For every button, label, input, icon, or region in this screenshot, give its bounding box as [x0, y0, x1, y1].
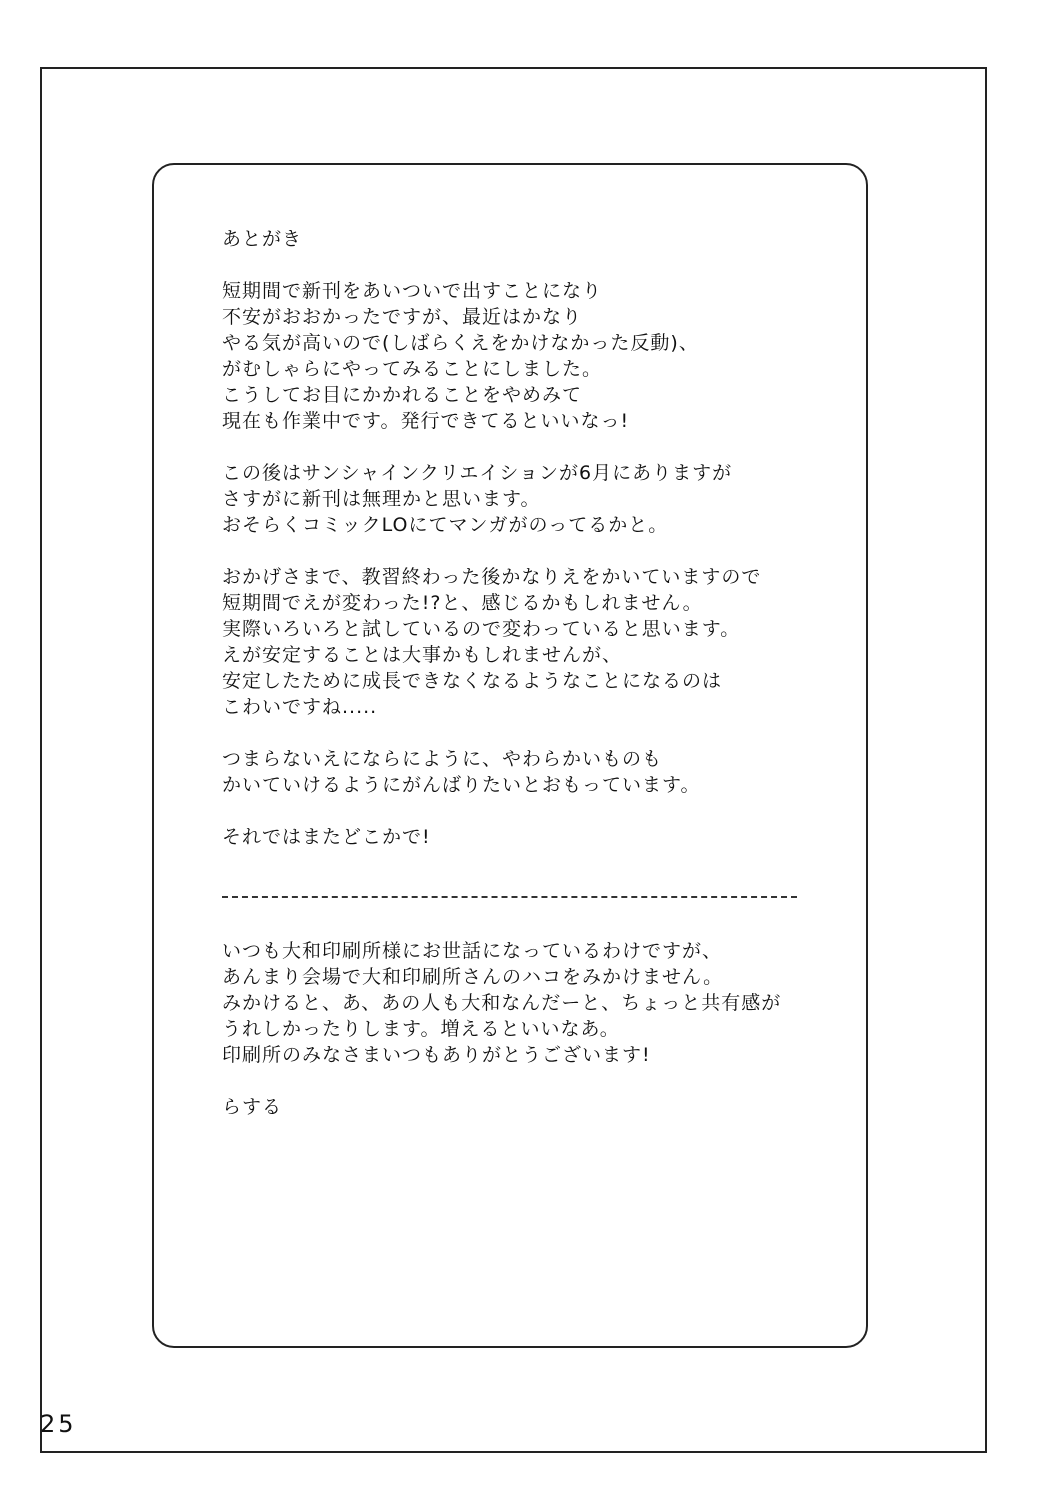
paragraph-1-line-3: やる気が高いので(しばらくえをかけなかった反動)、	[222, 332, 699, 354]
postscript-line-2: あんまり会場で大和印刷所さんのハコをみかけません。	[222, 966, 724, 988]
signature: らする	[222, 1096, 283, 1118]
paragraph-3-line-4: えが安定することは大事かもしれませんが、	[222, 644, 623, 666]
paragraph-3-line-6: こわいですね.....	[222, 696, 378, 718]
paragraph-1-line-1: 短期間で新刊をあいついで出すことになり	[222, 280, 603, 302]
paragraph-2-line-3: おそらくコミックLOにてマンガがのってるかと。	[222, 514, 669, 536]
afterword-content	[222, 226, 842, 1120]
paragraph-3-line-5: 安定したために成長できなくなるようなことになるのは	[222, 670, 723, 692]
paragraph-1-line-4: がむしゃらにやってみることにしました。	[222, 358, 603, 380]
paragraph-3-line-3: 実際いろいろと試しているので変わっていると思います。	[222, 618, 741, 640]
paragraph-3-line-1: おかげさまで、教習終わった後かなりえをかいていますので	[222, 566, 762, 588]
paragraph-3-line-2: 短期間でえが変わった!?と、感じるかもしれません。	[222, 592, 703, 614]
postscript-line-5: 印刷所のみなさまいつもありがとうございます!	[222, 1044, 651, 1066]
paragraph-1-line-5: こうしてお目にかかれることをやめみて	[222, 384, 583, 406]
afterword-heading: あとがき	[222, 228, 303, 250]
paragraph-2-line-1: この後はサンシャインクリエイションが6月にありますが	[222, 462, 733, 484]
paragraph-5-line-1: それではまたどこかで!	[222, 826, 431, 848]
paragraph-4-line-1: つまらないえにならにように、やわらかいものも	[222, 748, 663, 770]
postscript-line-3: みかけると、あ、あの人も大和なんだーと、ちょっと共有感が	[222, 992, 782, 1014]
postscript-line-1: いつも大和印刷所様にお世話になっているわけですが、	[222, 940, 723, 962]
paragraph-1-line-6: 現在も作業中です。発行できてるといいなっ!	[222, 410, 630, 432]
page-number: 25	[40, 1410, 77, 1438]
paragraph-4-line-2: かいていけるようにがんばりたいとおもっています。	[222, 774, 701, 796]
paragraph-1-line-2: 不安がおおかったですが、最近はかなり	[222, 306, 583, 328]
paragraph-2-line-2: さすがに新刊は無理かと思います。	[222, 488, 541, 510]
postscript-line-4: うれしかったりします。増えるといいなあ。	[222, 1018, 620, 1040]
